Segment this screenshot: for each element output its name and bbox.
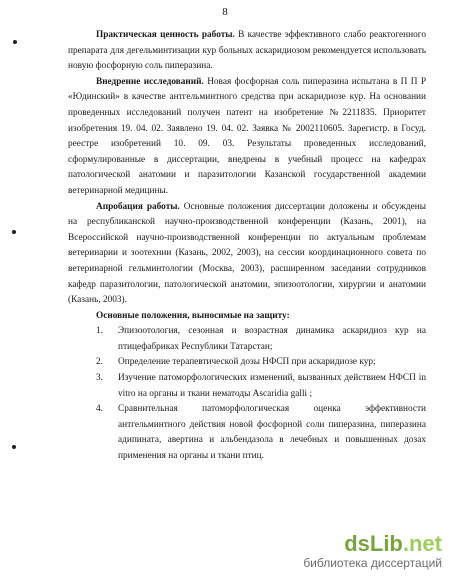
watermark-logo-tld: .net bbox=[402, 531, 442, 556]
margin-dot bbox=[12, 445, 16, 449]
list-item-number: 4. bbox=[96, 404, 103, 415]
paragraph-text: Новая фосфорная соль пиперазина испытана в П П Р «Юдинский» в качестве антгельминтного средства при аскаридиозе кур. На основании проведенных исследований получен патент на изобретение №2211835. Приоритет изобретения 19. 04. 02. Заявлено 19. 04. 02. Заявка № 2002110605. Зарегистр. в Госуд. реестре изобретений 10. 09. 03. Результаты проведенных исследований, сформулированные в диссертации, внедрены в учебный процесс на кафедрах патологической анатомии и паразитологии Казанской государственной академии ветеринарной медицины. bbox=[68, 76, 426, 196]
list-item-text: Изучение патоморфологических изменений, вызванных действием НФСП in vitro на органы и ткани нематоды Ascaridia galli ; bbox=[118, 373, 426, 399]
watermark-logo-main: dsLib bbox=[344, 531, 403, 556]
paragraph-approbation bbox=[68, 200, 426, 309]
list-item bbox=[68, 371, 426, 402]
watermark-logo bbox=[303, 532, 442, 556]
list-heading: Основные положения, выносимые на защиту: bbox=[96, 310, 290, 321]
watermark bbox=[303, 532, 442, 570]
list-item bbox=[68, 324, 426, 355]
paragraph-practical-value bbox=[68, 28, 426, 75]
paragraph-text: В качестве эффективного слабо реактогенного препарата для дегельминтизации кур больных аскаридиозом рекомендуется использовать новую фосфорную соль пиперазина. bbox=[68, 30, 426, 72]
list-item-text: Сравнительная патоморфологическая оценка эффективности антгельминтного действия новой фосфорной соли пиперазина, пиперазина адипината, авертина и альбендазола в лечебных и повышенных дозах применения на органы и ткани птиц. bbox=[118, 404, 426, 462]
margin-dot bbox=[13, 40, 17, 44]
defense-points-list bbox=[68, 324, 426, 464]
page-number: 8 bbox=[222, 6, 228, 18]
list-item-number: 2. bbox=[96, 357, 103, 368]
paragraph-heading: Апробация работы. bbox=[96, 201, 180, 212]
list-item bbox=[68, 355, 426, 371]
list-item-text: Эпизоотология, сезонная и возрастная динамика аскаридиоз кур на птицефабриках Республики Татарстан; bbox=[118, 326, 426, 352]
list-item bbox=[68, 402, 426, 464]
margin-dot bbox=[12, 230, 16, 234]
paragraph-implementation bbox=[68, 75, 426, 200]
list-item-number: 1. bbox=[96, 326, 103, 337]
paragraph-heading: Внедрение исследований. bbox=[96, 76, 204, 87]
list-item-text: Определение терапевтической дозы НФСП при аскаридиозе кур; bbox=[118, 357, 376, 368]
paragraph-text: Основные положения диссертации доложены и обсуждены на республиканской научно-производственной конференции (Казань, 2001), на Всероссийской научно-производственной конференции по актуальным проблемам ветеринарии и зоотехнии (Казань, 2002, 2003), на сессии координационного совета по ветеринарной гельминтологии (Москва, 2003), расширенном заседании сотрудников кафедр паразитологии, патологической анатомии, эпизоотологии, хирургии и анатомии (Казань, 2003). bbox=[68, 201, 426, 306]
page-body bbox=[68, 28, 426, 465]
paragraph-heading: Практическая ценность работы. bbox=[96, 30, 235, 40]
list-item-number: 3. bbox=[96, 373, 103, 384]
watermark-subtitle: библиотека диссертаций bbox=[303, 556, 442, 570]
